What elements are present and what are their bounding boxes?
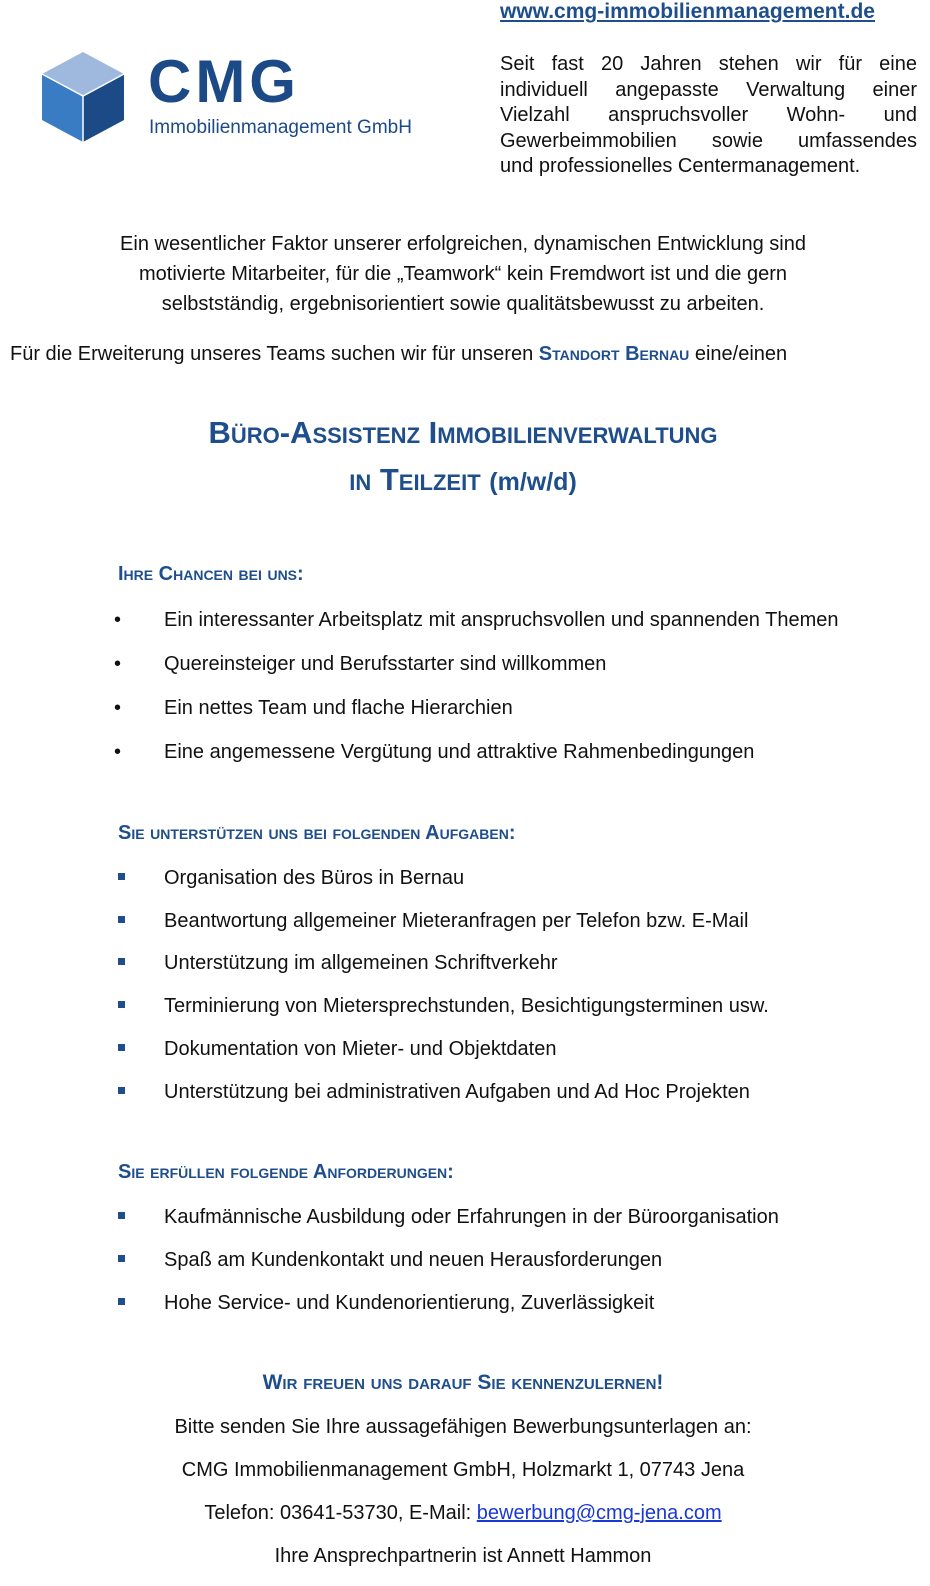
closing-instruction: Bitte senden Sie Ihre aussagefähigen Bewerbungsunterlagen an: [174, 1416, 752, 1438]
job-title [0, 414, 926, 501]
square-bullet-icon [118, 873, 125, 880]
search-line [10, 341, 925, 367]
cube-logo-icon [38, 48, 128, 144]
job-title-line1: Büro-Assistenz Immobilienverwaltung [208, 415, 718, 450]
closing-heading: Wir freuen uns darauf Sie kennenzulernen! [262, 1371, 664, 1394]
bullet-icon: • [114, 741, 122, 763]
intro-line: individuell angepasste Verwaltung einer [500, 78, 917, 101]
logo-subtitle: Immobilienmanagement GmbH [149, 117, 412, 138]
company-intro [500, 52, 917, 180]
section-heading-chances: Ihre Chancen bei uns: [118, 563, 304, 585]
intro-line: Vielzahl anspruchsvoller Wohn- und [500, 104, 917, 126]
list-item: • Ein nettes Team und flache Hierarchien [114, 697, 513, 719]
list-item: Spaß am Kundenkontakt und neuen Herausforderungen [0, 1247, 930, 1273]
square-bullet-icon [118, 1044, 125, 1051]
logo-name: CMG [148, 48, 300, 115]
list-item: Beantwortung allgemeiner Mieteranfragen per Telefon bzw. E-Mail [0, 908, 930, 934]
list-item: Unterstützung bei administrativen Aufgaben und Ad Hoc Projekten [0, 1079, 930, 1105]
job-title-line2: in Teilzeit [349, 462, 481, 497]
list-item: Terminierung von Mietersprechstunden, Besichtigungsterminen usw. [0, 993, 930, 1019]
paragraph-line: selbstständig, ergebnisorientiert sowie qualitätsbewusst zu arbeiten. [161, 293, 765, 315]
section-heading-requirements: Sie erfüllen folgende Anforderungen: [118, 1161, 454, 1183]
contact-person: Ihre Ansprechpartnerin ist Annett Hammon [274, 1545, 652, 1567]
company-address: CMG Immobilienmanagement GmbH, Holzmarkt 1, 07743 Jena [181, 1459, 745, 1481]
square-bullet-icon [118, 1087, 125, 1094]
paragraph-line: Ein wesentlicher Faktor unserer erfolgreichen, dynamischen Entwicklung sind [120, 233, 806, 255]
bullet-icon: • [114, 609, 122, 631]
list-item: • Quereinsteiger und Berufsstarter sind willkommen [114, 653, 607, 675]
square-bullet-icon [118, 1212, 125, 1219]
square-bullet-icon [118, 916, 125, 923]
intro-paragraph [0, 229, 926, 319]
list-item: Hohe Service- und Kundenorientierung, Zuverlässigkeit [0, 1290, 930, 1316]
contact-line [0, 1500, 926, 1526]
company-logo [38, 48, 458, 148]
search-suffix: eine/einen [689, 343, 788, 365]
square-bullet-icon [118, 1298, 125, 1305]
list-item: • Ein interessanter Arbeitsplatz mit anspruchsvollen und spannenden Themen [114, 609, 839, 631]
list-item: • Eine angemessene Vergütung und attraktive Rahmenbedingungen [114, 741, 755, 763]
intro-line: Gewerbeimmobilien sowie umfassendes [500, 129, 917, 152]
location-highlight: Standort Bernau [538, 343, 690, 365]
search-prefix: Für die Erweiterung unseres Teams suchen wir für unseren [10, 343, 539, 365]
list-item: Organisation des Büros in Bernau [0, 865, 930, 891]
intro-line: und professionelles Centermanagement. [500, 155, 861, 177]
website-link[interactable]: www.cmg-immobilienmanagement.de [500, 0, 875, 23]
list-item: Dokumentation von Mieter- und Objektdaten [0, 1036, 930, 1062]
square-bullet-icon [118, 958, 125, 965]
list-item: Kaufmännische Ausbildung oder Erfahrungen in der Büroorganisation [0, 1204, 930, 1230]
list-item: Unterstützung im allgemeinen Schriftverkehr [0, 950, 930, 976]
square-bullet-icon [118, 1255, 125, 1262]
job-title-suffix: (m/w/d) [489, 468, 577, 496]
bullet-icon: • [114, 653, 122, 675]
email-link[interactable]: bewerbung@cmg-jena.com [476, 1502, 722, 1524]
phone-text: Telefon: 03641-53730, E-Mail: [204, 1502, 477, 1524]
intro-line: Seit fast 20 Jahren stehen wir für eine [500, 53, 917, 75]
paragraph-line: motivierte Mitarbeiter, für die „Teamwork“ kein Fremdwort ist und die gern [138, 263, 787, 285]
square-bullet-icon [118, 1001, 125, 1008]
bullet-icon: • [114, 697, 122, 719]
section-heading-tasks: Sie unterstützen uns bei folgenden Aufgaben: [118, 822, 516, 844]
